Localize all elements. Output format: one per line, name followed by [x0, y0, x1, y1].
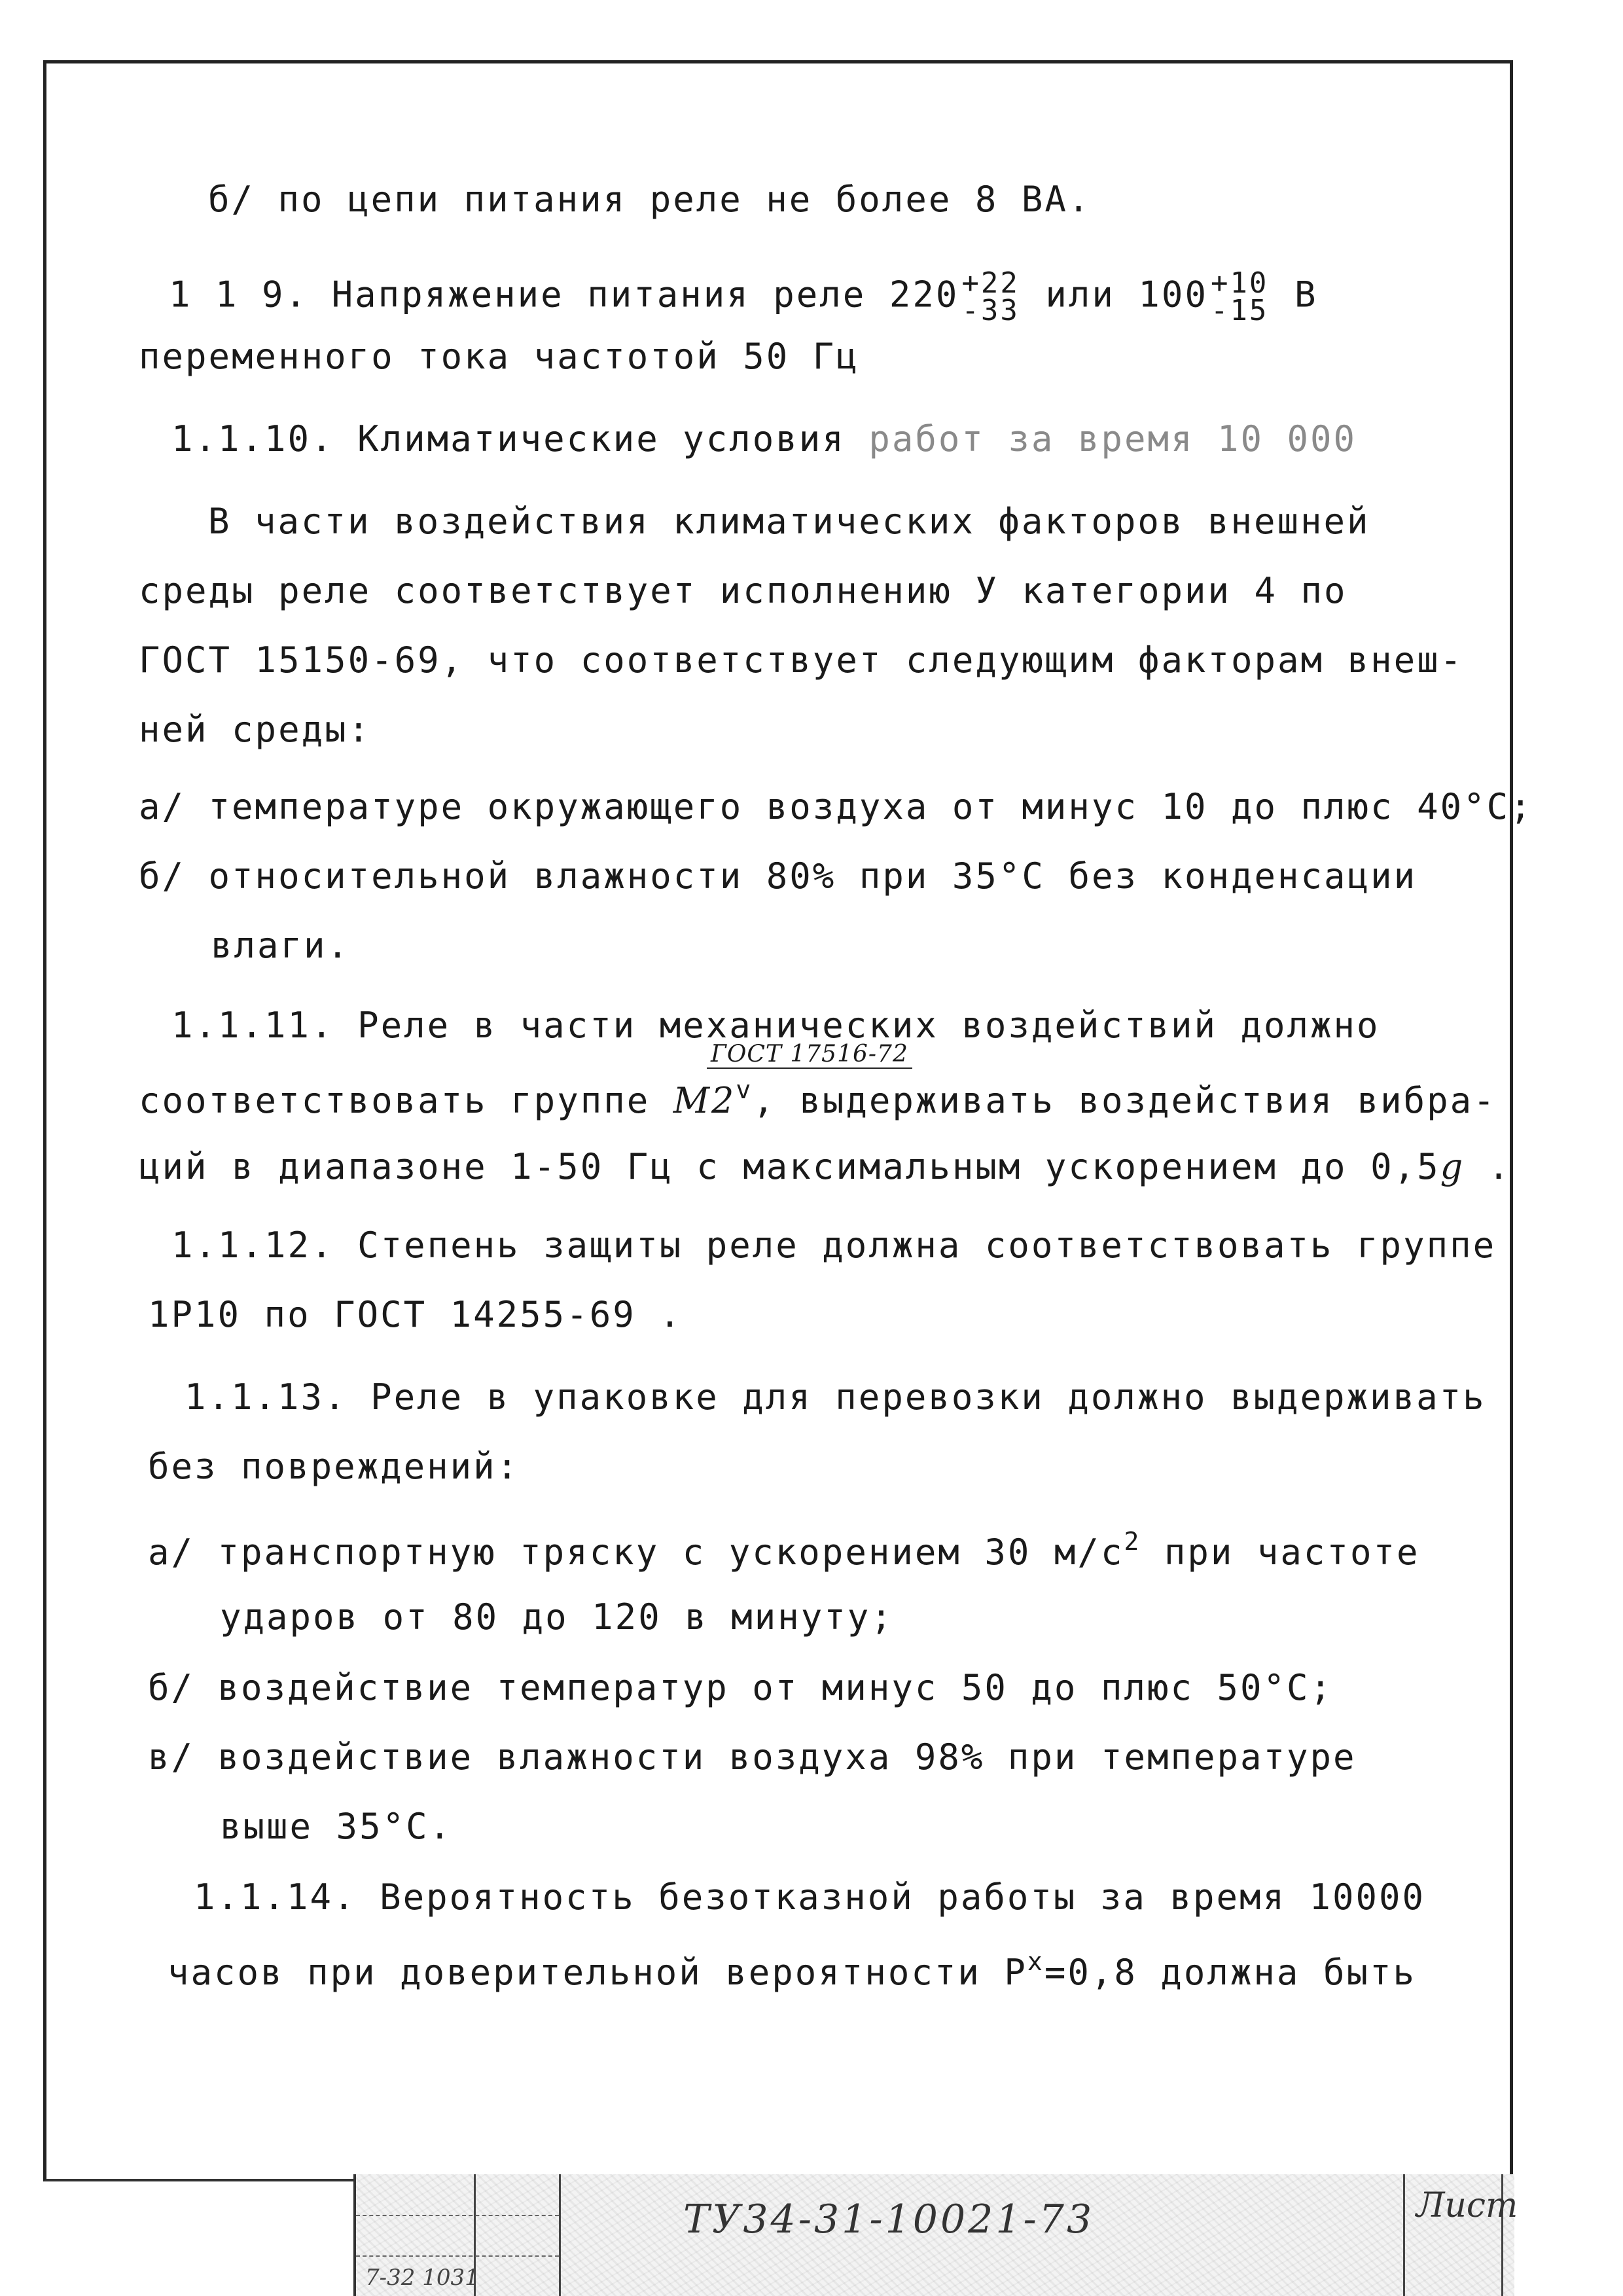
list-item-a: а/ температуре окружающего воздуха от минус 10 до плюс 40°С; — [139, 786, 1533, 827]
text-line: переменного тока частотой 50 Гц — [139, 336, 859, 377]
section-1-1-14: 1.1.14. Вероятность безотказной работы за время 10000 — [194, 1876, 1426, 1918]
handwritten-note: ГОСТ 17516-72 — [707, 1041, 912, 1069]
text-line: выше 35°С. — [220, 1806, 453, 1847]
title-block — [353, 2174, 1518, 2296]
text-line: без повреждений: — [148, 1446, 520, 1487]
section-1-1-12: 1.1.12. Степень защиты реле должна соответствовать группе — [171, 1225, 1497, 1266]
tolerance-100: +10 -15 — [1210, 266, 1269, 327]
tolerance-220: +22 -33 — [961, 266, 1020, 327]
text-line: влаги. — [211, 925, 351, 966]
stamp-divider — [356, 2215, 559, 2216]
section-1-1-13: 1.1.13. Реле в упаковке для перевозки должно выдерживать — [185, 1376, 1486, 1418]
text-line: ударов от 80 до 120 в минуту; — [220, 1596, 894, 1638]
text-line: часов при доверительной вероятности $Р^х=0,8$ должна быть — [168, 1947, 1416, 1993]
text-line: б/ по цепи питания реле не более 8 ВА. — [208, 179, 1092, 220]
list-item-a: а/ транспортную тряску с ускорением 30 $м/с^2$ при частоте — [148, 1527, 1420, 1573]
section-1-1-11: 1.1.11. Реле в части механических воздействий должно — [171, 1005, 1380, 1046]
list-item-b: б/ относительной влажности 80% при 35°С без конденсации — [139, 855, 1418, 897]
text-line: 1Р10 по ГОСТ 14255-69 . — [148, 1294, 683, 1335]
text-line: ней среды: — [139, 709, 372, 750]
stamp-divider — [356, 2255, 559, 2257]
text-line: В части воздействия климатических факторов внешней — [208, 501, 1370, 542]
stamp-mark: 7-32 1031 — [365, 2265, 479, 2291]
list-item-v: в/ воздействие влажности воздуха 98% при температуре — [148, 1736, 1357, 1778]
list-item-b: б/ воздействие температур от минус 50 до плюс 50°С; — [148, 1667, 1334, 1708]
text-line: ГОСТ 15150-69, что соответствует следующим факторам внеш- — [139, 639, 1464, 681]
section-1-1-10: 1.1.10. Климатические условия работ за время 10 000 — [171, 418, 1357, 459]
section-1-1-9: 1 1 9. Напряжение питания реле 220 +22 -33 или 100 +10 -15 В — [169, 266, 1318, 327]
text-line: среды реле соответствует исполнению У категории 4 по — [139, 570, 1347, 611]
text-line: ций в диапазоне 1-50 Гц с максимальным ускорением до 0,5g . — [139, 1146, 1512, 1187]
document-code: ТУ34-31-10021-73 — [683, 2197, 1095, 2242]
text-line: соответствовать группе М2$^v$, выдерживать воздействия вибра- — [139, 1075, 1497, 1121]
stamp-cell — [474, 2174, 561, 2296]
sheet-label: Лист — [1416, 2186, 1518, 2225]
